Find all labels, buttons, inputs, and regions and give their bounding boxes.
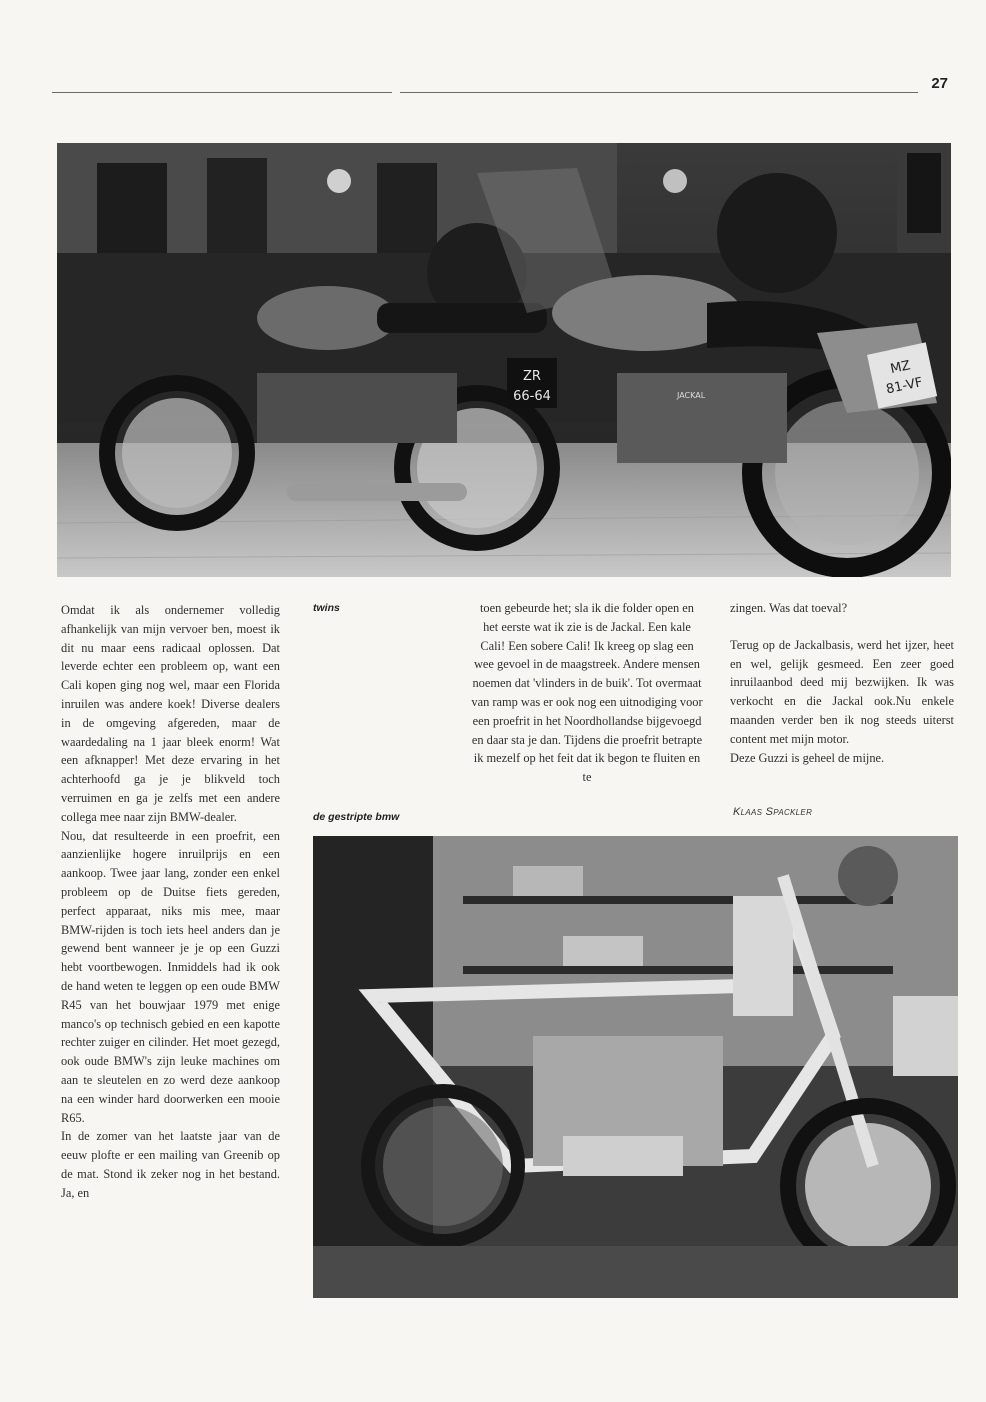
photo-twins xyxy=(57,143,951,577)
column-4-paragraph-2: Terug op de Jackalbasis, werd het ijzer, heet en wel, gelijk gesmeed. Een zeer goed inruilaanbod deed mij bezwijken. Ik was verkocht en die Jackal ook.Nu enkele maanden verder ben ik nog steeds uiterst content met mijn motor. xyxy=(730,637,954,746)
column-4-paragraph-3: Deze Guzzi is geheel de mijne. xyxy=(730,750,885,765)
page-number: 27 xyxy=(931,75,948,92)
column-1-paragraph-1: Omdat ik als ondernemer volledig afhankelijk van mijn vervoer ben, moest ik dit nu maar eens radicaal oplossen. Dat leverde echter een probleem op, want een Cali kopen ging nog wel, maar een Florida inruilen was andere koek! Diverse dealers in de omgeving afgereden, maar de waardedaling na 1 jaar bleek enorm! Wat een afknapper! Met deze ervaring in het achterhoofd ga je je blikveld toch verruimen en ga je zelfs met een andere collega mee naar zijn BMW-dealer. xyxy=(61,603,280,824)
photo-gestripte-bmw xyxy=(313,836,958,1298)
caption-gestripte-bmw: de gestripte bmw xyxy=(313,811,400,823)
caption-twins: twins xyxy=(313,602,340,614)
plate-left-line1: ZR xyxy=(523,369,541,384)
article-column-1 xyxy=(61,601,280,1203)
column-4-paragraph-1: zingen. Was dat toeval? xyxy=(730,601,848,615)
article-column-4 xyxy=(730,599,954,767)
tank-text: JACKAL xyxy=(677,391,706,400)
author-byline: Klaas Spackler xyxy=(733,806,813,818)
plate-left-line2: 66-64 xyxy=(513,389,551,404)
header-rule-right xyxy=(400,92,918,93)
header-rule-left xyxy=(52,92,392,93)
column-3-paragraph-1: toen gebeurde het; sla ik die folder open en het eerste wat ik zie is de Jackal. Een kale Cali! Een sobere Cali! Ik kreeg op slag een wee gevoel in de maagstreek. Andere mensen noemen dat 'vlinders in de buik'. Tot overmaat van ramp was er ook nog een uitnodiging voor een proefrit in het Noordhollandse bijgevoegd en daar sta je dan. Tijdens die proefrit betrapte ik mezelf op het feit dat ik begon te fluiten en te xyxy=(471,601,703,785)
column-1-paragraph-2: Nou, dat resulteerde in een proefrit, een aanzienlijke hogere inruilprijs en een aankoop. Twee jaar lang, zonder een enkel probleem op de Duitse fiets gereden, perfect apparaat, niks mis mee, maar BMW-rijden is toch iets heel anders dan je gewend bent wanneer je je op een Guzzi hebt voortbewogen. Inmiddels had ik ook de hand weten te leggen op een oude BMW R45 van het bouwjaar 1979 met enige manco's op technisch gebied en een kapotte rechter zuiger en cilinder. Het moet gezegd, ook oude BMW's zijn leuke machines om aan te sleutelen en zo werd deze aankoop na een winder hard doorwerken een mooie R65. xyxy=(61,828,280,1125)
plate-right-line2: 81-VF xyxy=(884,375,924,398)
column-1-paragraph-3: In de zomer van het laatste jaar van de eeuw plofte er een mailing van Greenib op de mat. Stond ik zeker nog in het bestand. Ja, en xyxy=(61,1129,280,1200)
plate-right-line1: MZ xyxy=(889,358,912,378)
article-column-3 xyxy=(471,599,703,787)
